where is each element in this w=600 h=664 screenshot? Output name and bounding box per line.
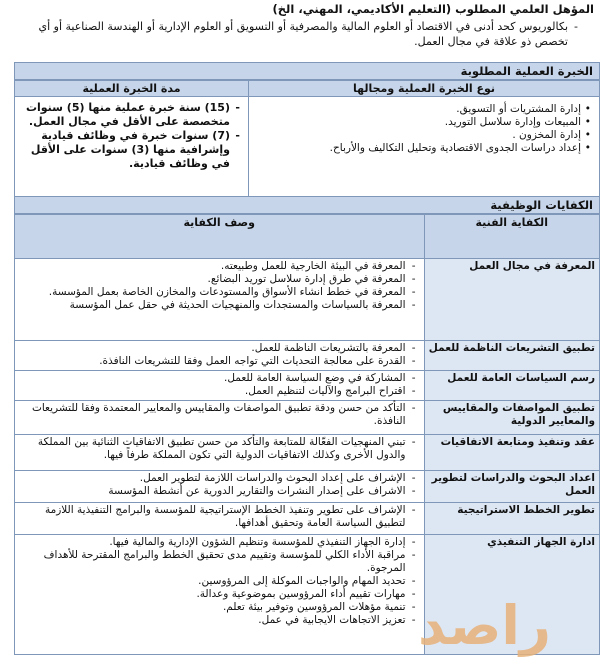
competency-item: - المعرفة في البيئة الخارجية للعمل وطبيعته. <box>19 260 406 273</box>
competency-name: رسم السياسات العامة للعمل <box>424 371 600 401</box>
competency-item: - القدرة على معالجة التحديات التي تواجه العمل وفقا للتشريعات النافذة. <box>19 355 406 368</box>
competency-name: تطوير الخطط الاستراتيجية <box>424 503 600 535</box>
competency-item: - المعرفة في خطط انشاء الأسواق والمستودعات والمخازن الخاصة بعمل المؤسسة. <box>19 286 406 299</box>
competency-item: - الاشراف على إصدار النشرات والتقارير الدورية عن أنشطة المؤسسة <box>19 485 406 498</box>
competency-item: - المعرفة في طرق إدارة سلاسل توريد البضائع. <box>19 273 406 286</box>
experience-type-item: • إدارة المشتريات أو التسويق. <box>253 103 581 116</box>
experience-type-item: • إدارة المخزون . <box>253 129 581 142</box>
competency-item: - الإشراف على تطوير وتنفيذ الخطط الإستراتيجية للمؤسسة والبرامج التنفيذية اللازمة لتطبيق السياسة العامة وتحقيق أهدافها. <box>19 504 406 530</box>
competency-desc <box>15 503 425 535</box>
competencies-title: الكفايات الوظيفية <box>14 196 600 214</box>
competency-name: عقد وتنفيذ ومتابعة الاتفاقيات <box>424 435 600 471</box>
competency-item: - تحديد المهام والواجبات الموكلة إلى المرؤوسين. <box>19 575 406 588</box>
competency-desc <box>15 401 425 435</box>
experience-duration-item: - (7) سنوات خبرة في وظائف قيادية وإشرافية منها (3) سنوات على الأقل في وظائف قيادية. <box>19 129 230 171</box>
experience-type-item: • إعداد دراسات الجدوى الاقتصادية وتحليل التكاليف والأرباح. <box>253 142 581 155</box>
watermark-logo: راصد <box>418 594 551 657</box>
competency-desc <box>15 341 425 371</box>
competency-item: - اقتراح البرامج والآليات لتنظيم العمل. <box>19 385 406 398</box>
experience-table <box>14 80 600 197</box>
qualification-text <box>14 18 600 49</box>
experience-types-cell <box>249 97 600 197</box>
experience-type-header: نوع الخبرة العملية ومجالها <box>249 81 600 97</box>
qualification-section <box>14 0 600 60</box>
experience-duration-item: - (15) سنة خبرة عملية منها (5) سنوات متخصصة على الأقل في مجال العمل. <box>19 101 230 129</box>
experience-type-item: • المبيعات وإدارة سلاسل التوريد. <box>253 116 581 129</box>
tech-competency-header: الكفاية الفنية <box>424 215 600 259</box>
experience-section <box>14 62 600 197</box>
qualification-title: المؤهل العلمي المطلوب (التعليم الأكاديمي، المهني، الخ) <box>272 2 594 16</box>
competency-desc <box>15 535 425 655</box>
competency-desc-header: وصف الكفاية <box>15 215 425 259</box>
competency-item: - المعرفة بالتشريعات الناظمة للعمل. <box>19 342 406 355</box>
competency-item: - المشاركة في وضع السياسة العامة للعمل. <box>19 372 406 385</box>
competency-item: - مراقبة الأداء الكلي للمؤسسة وتقييم مدى تحقيق الخطط والبرامج المقترحة للأهداف المرجوة. <box>19 549 406 575</box>
competency-desc <box>15 435 425 471</box>
experience-durations-cell <box>15 97 249 197</box>
competency-desc <box>15 371 425 401</box>
competency-name: تطبيق المواصفات والمقاييس والمعايير الدولية <box>424 401 600 435</box>
competency-item: - المعرفة بالسياسات والمستجدات والمنهجيات الحديثة في حقل عمل المؤسسة <box>19 299 406 312</box>
competencies-section <box>14 196 600 655</box>
competency-name: اعداد البحوث والدراسات لتطوير العمل <box>424 471 600 503</box>
experience-duration-header: مدة الخبرة العملية <box>15 81 249 97</box>
competency-desc <box>15 259 425 341</box>
competency-desc <box>15 471 425 503</box>
competency-item: - تعزيز الاتجاهات الايجابية في عمل. <box>19 614 406 627</box>
competency-item: - التأكد من حسن ودقة تطبيق المواصفات والمقاييس والمعايير المعتمدة وفقا للتشريعات النافذة. <box>19 402 406 428</box>
competency-item: - مهارات تقييم أداء المرؤوسين بموضوعية وعدالة. <box>19 588 406 601</box>
competencies-table <box>14 214 600 655</box>
competency-item: - تنمية مؤهلات المرؤوسين وتوفير بيئة تعلم. <box>19 601 406 614</box>
competency-item: - تبني المنهجيات الفعّالة للمتابعة والتأكد من حسن تطبيق الاتفاقيات الثنائية بين المملكة والدول الأخرى وكذلك الاتفاقيات الدولية التي تكون المملكة طرفاً فيها. <box>19 436 406 462</box>
competency-name: المعرفة في مجال العمل <box>424 259 600 341</box>
competency-name: تطبيق التشريعات الناظمة للعمل <box>424 341 600 371</box>
competency-item: - الإشراف على إعداد البحوث والدراسات اللازمة لتطوير العمل. <box>19 472 406 485</box>
competency-item: - إدارة الجهاز التنفيذي للمؤسسة وتنظيم الشؤون الإدارية والمالية فيها. <box>19 536 406 549</box>
experience-title: الخبرة العملية المطلوبة <box>14 62 600 80</box>
competency-name: ادارة الجهاز التنفيذي <box>424 535 600 655</box>
qualification-item: - بكالوريوس كحد أدنى في الاقتصاد أو العلوم المالية والمصرفية أو التسويق أو العلوم الإدارية أو الهندسة الصناعية أو أي تخصص ذو علاقة في مجال العمل. <box>22 19 568 49</box>
